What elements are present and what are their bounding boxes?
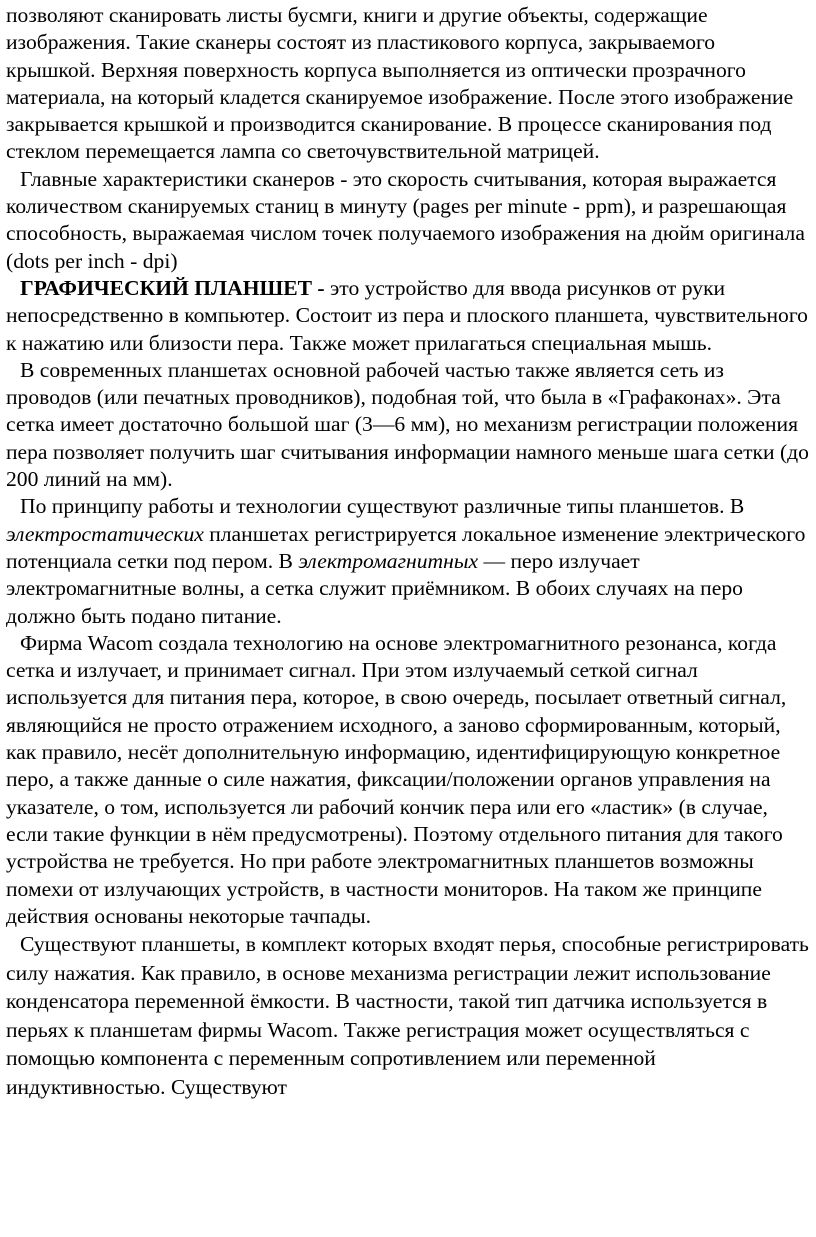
term-electrostatic: электростатических bbox=[6, 521, 204, 546]
text-segment: По принципу работы и технологии существуют различные типы планшетов. В bbox=[20, 494, 745, 519]
paragraph-tablet-grid: В современных планшетах основной рабочей частью также является сеть из проводов (или печатных проводников), подобная той, что была в «Графаконах». Эта сетка имеет достаточно большой шаг (3—6 мм), но механизм регистрации положения пера позволяет получить шаг считывания информации намного меньше шага сетки (до 200 линий на мм). bbox=[6, 357, 809, 492]
paragraph-graphics-tablet-definition bbox=[6, 275, 810, 357]
paragraph-scanner-description: позволяют сканировать листы бусмги, книги и другие объекты, содержащие изображения. Такие сканеры состоят из пластикового корпуса, закрываемого крышкой. Верхняя поверхность корпуса выполняется из оптически прозрачного материала, на который кладется сканируемое изображение. После этого изображение закрывается крышкой и производится сканирование. В процессе сканирования под стеклом перемещается лампа со светочувствительной матрицей. bbox=[6, 3, 794, 164]
text-segment: планшетах регистрируется локальное изменение электрического потенциала сетки под пером. В bbox=[6, 521, 806, 573]
paragraph-scanner-characteristics: Главные характеристики сканеров - это скорость считывания, которая выражается количеством сканируемых станиц в минуту (pages per minute - ppm), и разрешающая способность, выражаемая числом точек получаемого изображения на дюйм оригинала (dots per inch - dpi) bbox=[6, 166, 805, 273]
document-page bbox=[0, 2, 816, 1237]
paragraph-tablet-types bbox=[6, 493, 810, 629]
definition-text: это устройство для ввода рисунков от руки непосредственно в компьютер. Состоит из пера и плоского планшета, чувствительного к нажатию или близости пера. Также может прилагаться специальная мышь. bbox=[6, 275, 808, 355]
paragraph-wacom-technology: Фирма Wacom создала технологию на основе электромагнитного резонанса, когда сетка и излучает, и принимает сигнал. При этом излучаемый сеткой сигнал используется для питания пера, которое, в свою очередь, посылает ответный сигнал, являющийся не просто отражением исходного, а заново сформированным, который, как правило, несёт дополнительную информацию, идентифицирующую конкретное перо, а также данные о силе нажатия, фиксации/положении органов управления на указателе, о том, используется ли рабочий кончик пера или его «ластик» (в случае, если такие функции в нём предусмотрены). Поэтому отдельного питания для такого устройства не требуется. Но при работе электромагнитных планшетов возможны помехи от излучающих устройств, в частности мониторов. На таком же принципе действия основаны некоторые тачпады. bbox=[6, 630, 787, 928]
paragraph-pressure-sensing: Существуют планшеты, в комплект которых входят перья, способные регистрировать силу нажатия. Как правило, в основе механизма регистрации лежит использование конденсатора переменной ёмкости. В частности, такой тип датчика используется в перьях к планшетам фирмы Wacom. Также регистрация может осуществляться с помощью компонента с переменным сопротивлением или переменной индуктивностью. Существуют bbox=[6, 932, 809, 1099]
term-graphics-tablet: ГРАФИЧЕСКИЙ ПЛАНШЕТ - bbox=[20, 275, 325, 300]
term-electromagnetic: электромагнитных bbox=[298, 548, 479, 573]
text-segment: — перо излучает электромагнитные волны, а сетка служит приёмником. В обоих случаях на перо должно быть подано питание. bbox=[6, 548, 743, 628]
